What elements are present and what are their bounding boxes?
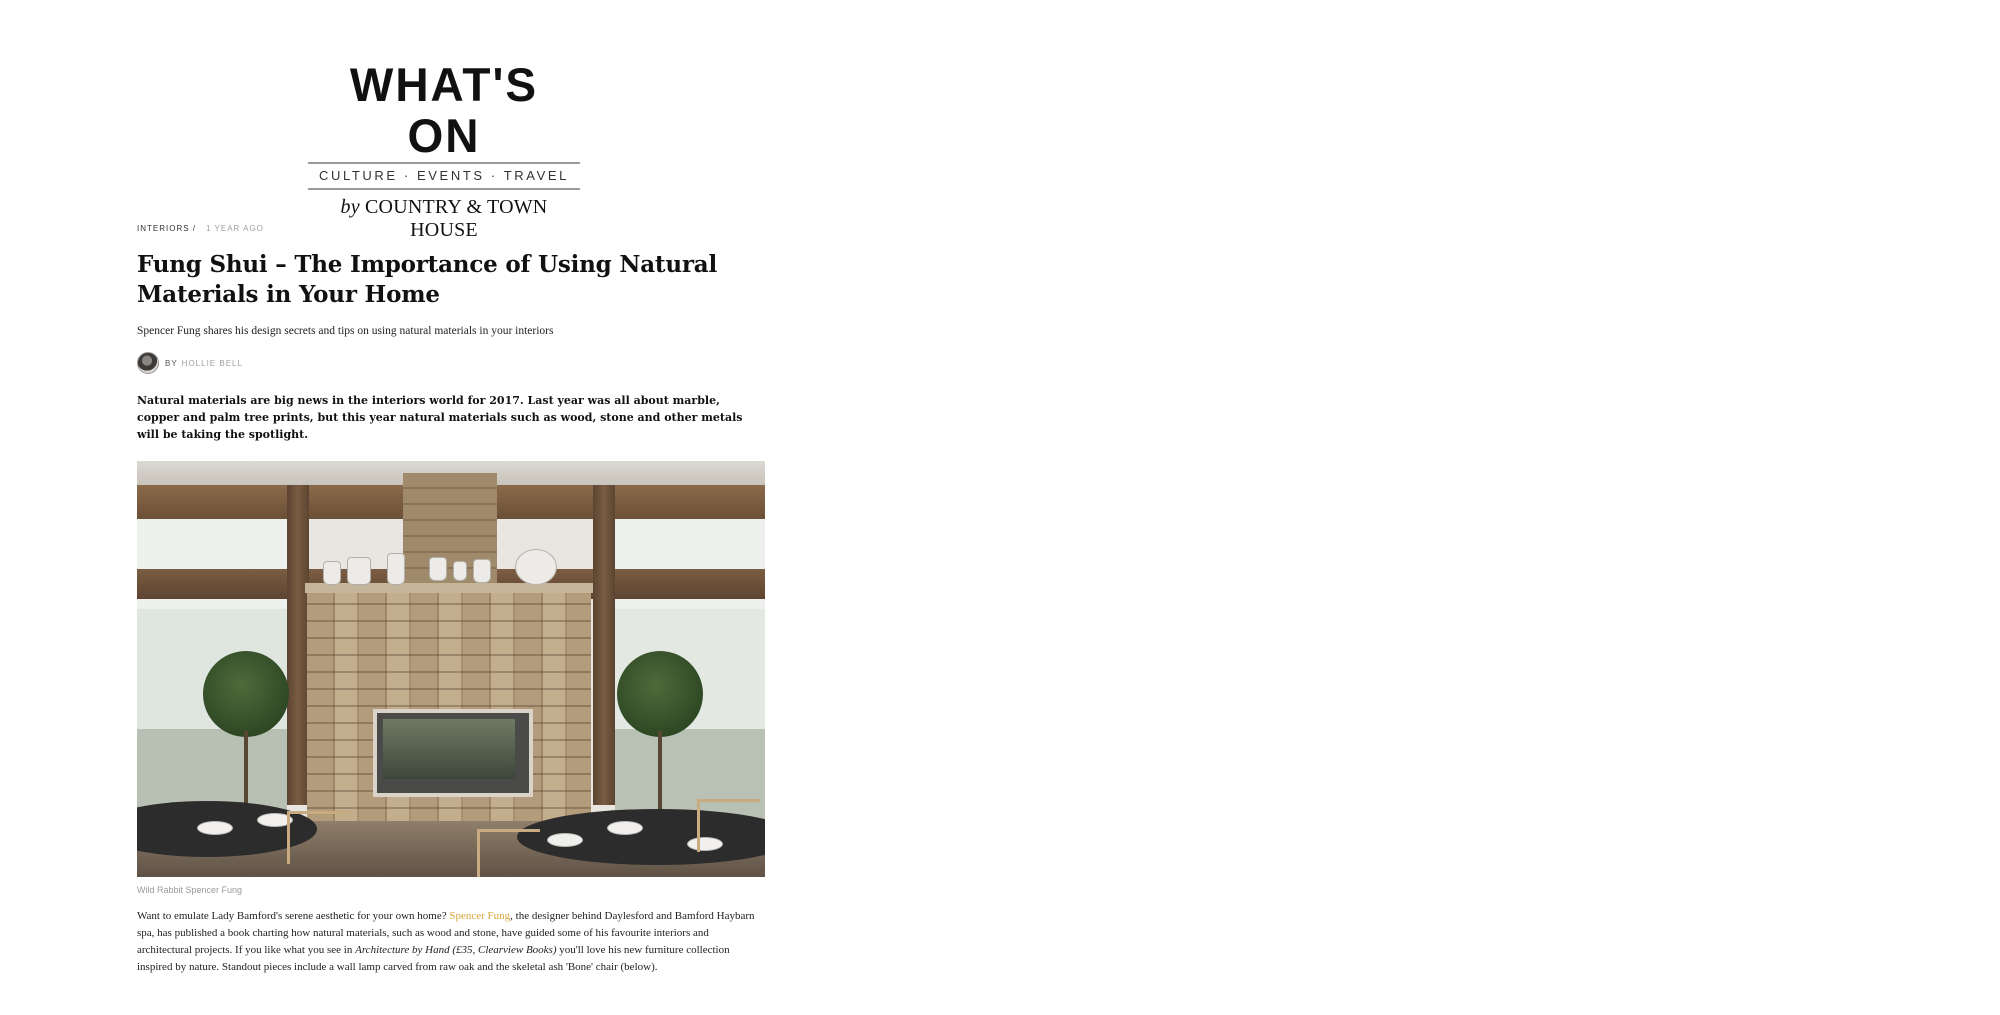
- byline-by-label: BY: [165, 358, 178, 368]
- logo-tagline: CULTURE · EVENTS · TRAVEL: [319, 168, 569, 183]
- logo-title: WHAT'S ON: [349, 57, 539, 163]
- site-logo[interactable]: [308, 57, 580, 242]
- image-caption: Wild Rabbit Spencer Fung: [137, 885, 243, 895]
- photo-jug: [473, 559, 491, 583]
- article-body: [137, 908, 765, 976]
- photo-jug: [323, 561, 341, 585]
- article-meta: [137, 224, 765, 236]
- photo-topiary-trunk: [658, 731, 662, 821]
- body-text: Want to emulate Lady Bamford's serene aesthetic for your own home?: [137, 910, 450, 922]
- photo-firebox-view: [383, 719, 515, 779]
- article-standfirst: Spencer Fung shares his design secrets and tips on using natural materials in your interiors: [137, 325, 554, 337]
- photo-jug: [387, 553, 405, 585]
- photo-jug: [429, 557, 447, 581]
- photo-plate: [197, 821, 233, 835]
- article-age: 1 YEAR AGO: [206, 224, 264, 233]
- photo-jug: [515, 549, 557, 585]
- body-text: you'll love his new furniture collection inspired by nature. Standout pieces include a wall lamp carved from raw oak and the skeletal ash 'Bone' chair (below).: [137, 944, 730, 973]
- photo-chair: [477, 829, 540, 877]
- photo-chair: [287, 811, 350, 864]
- photo-topiary-right: [617, 651, 703, 737]
- logo-publisher-name: COUNTRY & TOWN HOUSE: [365, 196, 548, 241]
- photo-plate: [547, 833, 583, 847]
- category-link[interactable]: INTERIORS /: [137, 224, 197, 233]
- spencer-fung-link[interactable]: Spencer Fung: [449, 910, 511, 922]
- article: [137, 224, 765, 976]
- author-avatar[interactable]: [137, 352, 159, 374]
- photo-post-right: [593, 485, 615, 805]
- article-title: Fung Shui – The Importance of Using Natural Materials in Your Home: [137, 251, 718, 308]
- logo-by-word: by: [340, 196, 360, 218]
- photo-post-left: [287, 485, 309, 805]
- photo-jug: [453, 561, 467, 581]
- logo-rule-bottom: [308, 188, 580, 190]
- author-link[interactable]: HOLLIE BELL: [181, 358, 243, 368]
- logo-rule-top: [308, 162, 580, 164]
- byline: [137, 352, 765, 374]
- photo-topiary-left: [203, 651, 289, 737]
- photo-chair: [697, 799, 760, 852]
- body-text: , the designer behind Daylesford and Bamford Haybarn spa, has published a book charting how natural materials, such as wood and stone, have guided some of his favourite interiors and architectural projects. If you like what you see in: [137, 910, 755, 956]
- photo-plate: [607, 821, 643, 835]
- photo-jug: [347, 557, 371, 585]
- photo-mantel: [305, 583, 593, 593]
- book-title: Architecture by Hand (£35, Clearview Books): [355, 944, 557, 956]
- article-lead: Natural materials are big news in the interiors world for 2017. Last year was all about marble, copper and palm tree prints, but this year natural materials such as wood, stone and other metals will be taking the spotlight.: [137, 394, 743, 441]
- article-hero-image: [137, 461, 765, 877]
